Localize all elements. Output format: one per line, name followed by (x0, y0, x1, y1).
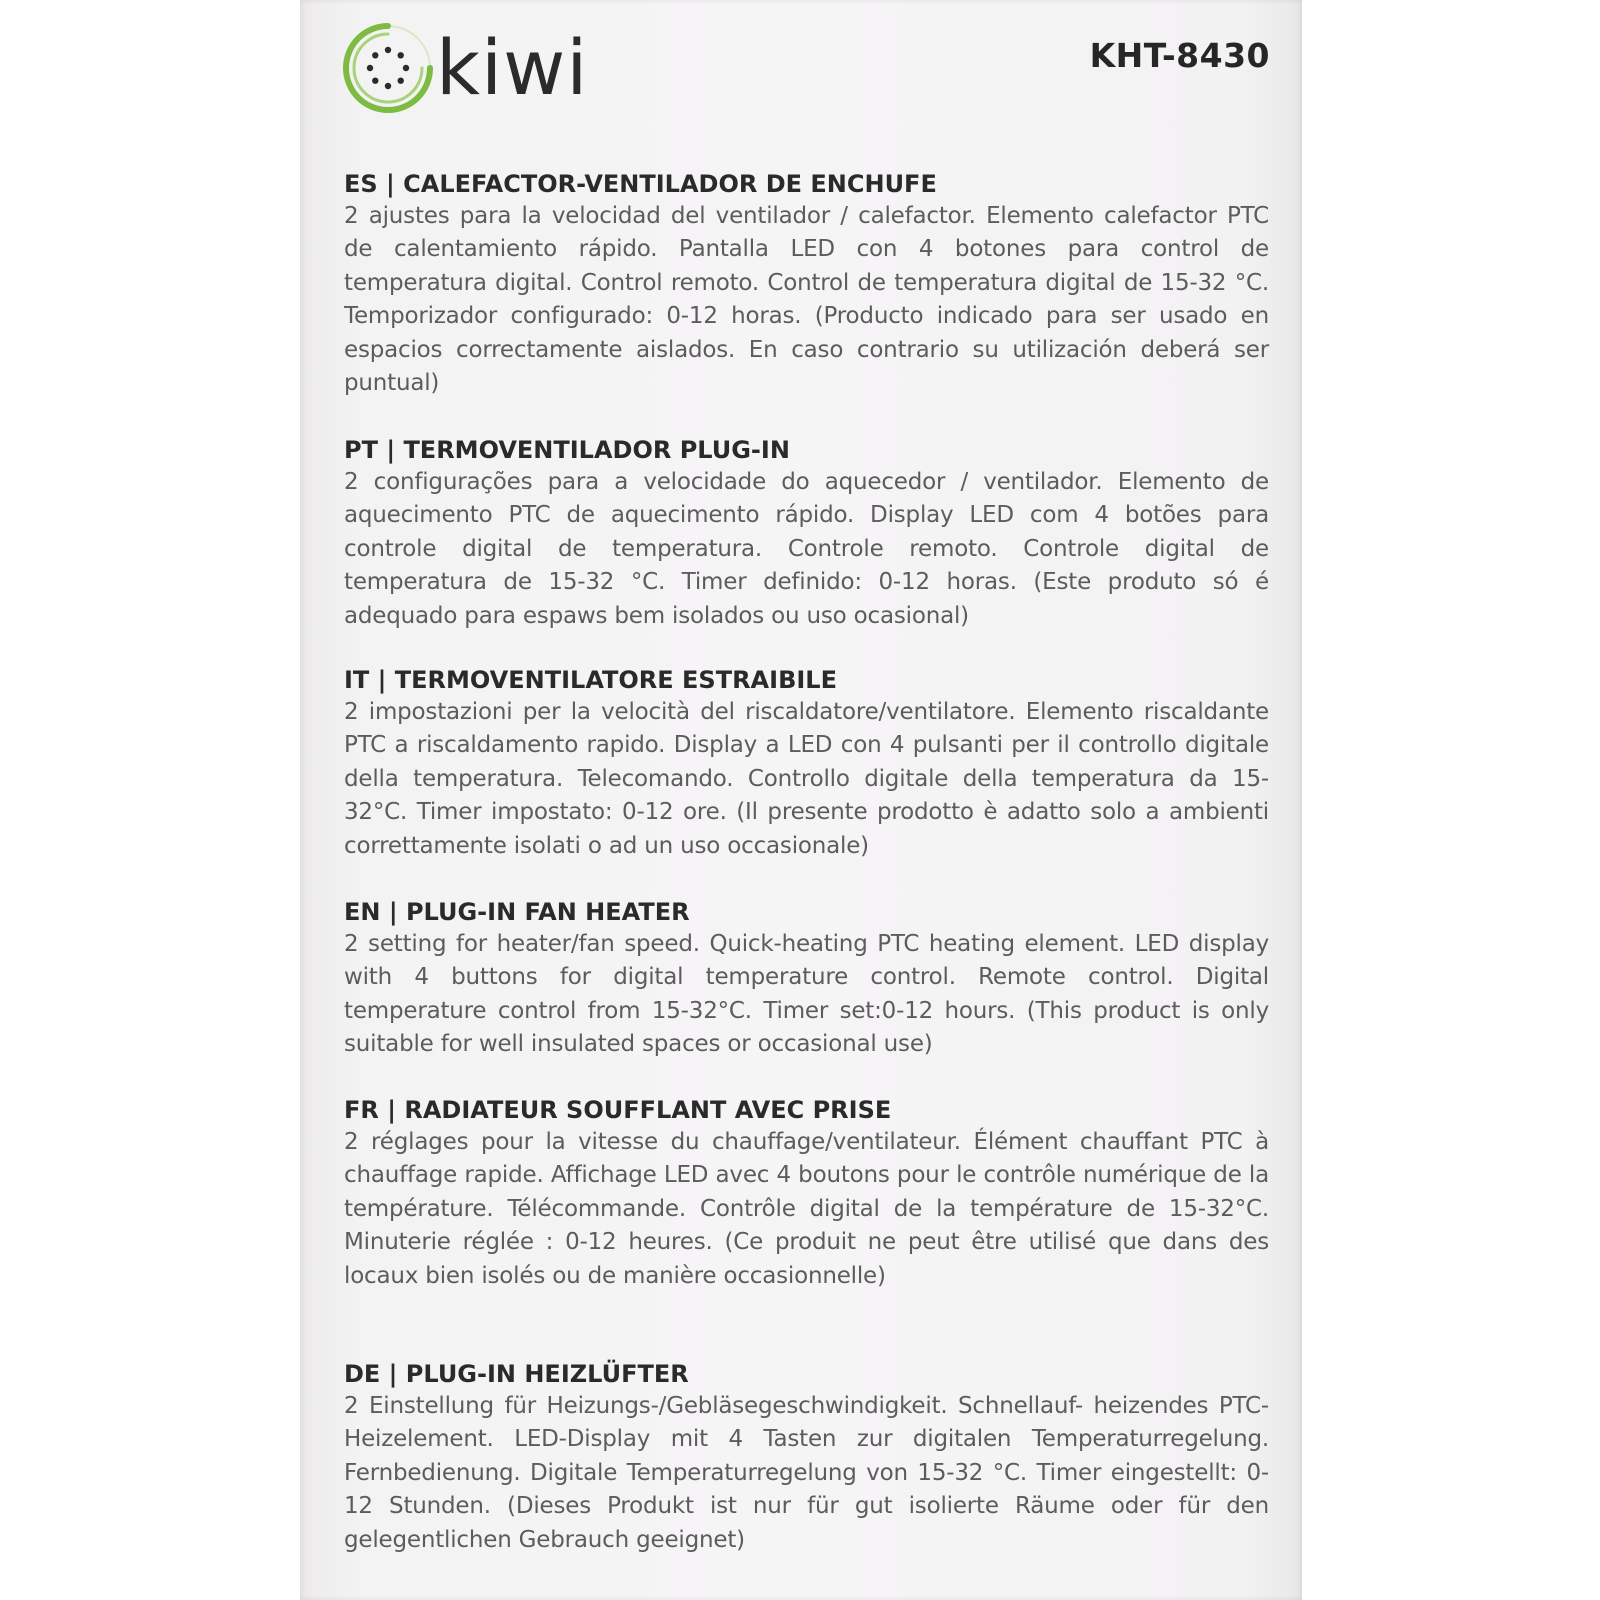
section-fr (344, 1094, 1269, 1293)
section-title: FR | RADIATEUR SOUFFLANT AVEC PRISE (344, 1096, 892, 1124)
section-title: EN | PLUG-IN FAN HEATER (344, 898, 690, 926)
section-es (344, 168, 1269, 400)
section-en (344, 896, 1269, 1062)
kiwi-logo (342, 18, 588, 118)
section-it (344, 664, 1269, 863)
section-body: 2 setting for heater/fan speed. Quick-heating PTC heating element. LED display with 4 buttons for digital temperature control. Remote control. Digital temperature control from 15-32°C. Timer set:0-12 hours. (This product is only suitable for well insulated spaces or occasional use) (344, 931, 1269, 1058)
section-title: IT | TERMOVENTILATORE ESTRAIBILE (344, 666, 837, 694)
section-pt (344, 434, 1269, 633)
section-body: 2 ajustes para la velocidad del ventilador / calefactor. Elemento calefactor PTC de calentamiento rápido. Pantalla LED con 4 botones para control de temperatura digital. Control remoto. Control de temperatura digital de 15-32 °C. Temporizador configurado: 0-12 horas. (Producto indicado para ser usado en espacios correctamente aislados. En caso contrario su utilización deberá ser puntual) (344, 203, 1269, 397)
section-body: 2 réglages pour la vitesse du chauffage/ventilateur. Élément chauffant PTC à chauffage rapide. Affichage LED avec 4 boutons pour le contrôle numérique de la température. Télécommande. Contrôle digital de la température de 15-32°C. Minuterie réglée : 0-12 heures. (Ce produit ne peut être utilisé que dans des locaux bien isolés ou de manière occasionnelle) (344, 1129, 1269, 1289)
section-title: ES | CALEFACTOR-VENTILADOR DE ENCHUFE (344, 170, 937, 198)
section-title: DE | PLUG-IN HEIZLÜFTER (344, 1360, 689, 1388)
section-de (344, 1358, 1269, 1557)
section-body: 2 configurações para a velocidade do aquecedor / ventilador. Elemento de aquecimento PTC de aquecimento rápido. Display LED com 4 botões para controle digital de temperatura. Controle remoto. Controle digital de temperatura de 15-32 °C. Timer definido: 0-12 horas. (Este produto só é adequado para espaws bem isolados ou uso ocasional) (344, 469, 1269, 629)
brand-wordmark: kiwi (436, 23, 589, 112)
section-title: PT | TERMOVENTILADOR PLUG-IN (344, 436, 790, 464)
kiwi-fruit-slice-icon (342, 22, 434, 114)
model-number: KHT-8430 (1089, 36, 1270, 75)
section-body: 2 impostazioni per la velocità del riscaldatore/ventilatore. Elemento riscaldante PTC a riscaldamento rapido. Display a LED con 4 pulsanti per il controllo digitale della temperatura. Telecomando. Controllo digitale della temperatura da 15-32°C. Timer impostato: 0-12 ore. (Il presente prodotto è adatto solo a ambienti correttamente isolati o ad un uso occasionale) (344, 699, 1269, 859)
section-body: 2 Einstellung für Heizungs-/Gebläsegeschwindigkeit. Schnellauf- heizendes PTC-Heizelement. LED-Display mit 4 Tasten zur digitalen Temperaturregelung. Fernbedienung. Digitale Temperaturregelung von 15-32 °C. Timer eingestellt: 0-12 Stunden. (Dieses Produkt ist nur für gut isolierte Räume oder für den gelegentlichen Gebrauch geeignet) (344, 1393, 1269, 1553)
